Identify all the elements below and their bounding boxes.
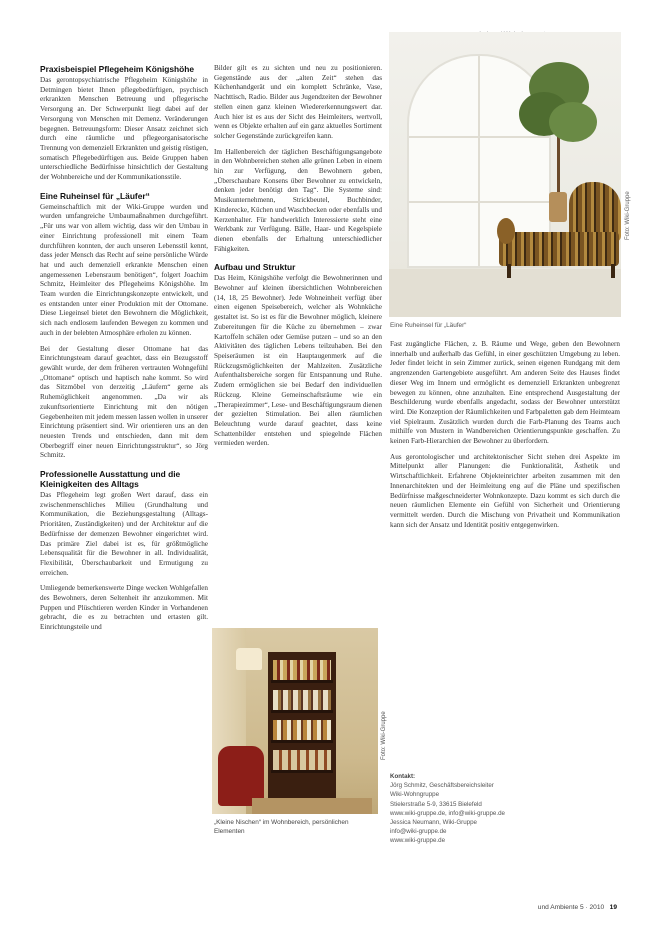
paragraph: Das Pflegeheim legt großen Wert darauf, dass ein zwischenmenschliches Milieu (Grundhaltung und Kommunikation, die Beziehungsgestaltung (Alltags-Prioritäten, Zuständigkeiten) und der Architektur auf die Bedürfnisse der demenzen Bewohner eingerichtet wird. Das primäre Ziel dabei ist es, für größtmögliche Lebensqualität für die Bewohner in all. Individualität, Flexibilität, Überschaubarkeit und Ermutigung zu erreichen. bbox=[40, 491, 208, 577]
floor bbox=[389, 269, 621, 317]
paragraph: Aus gerontologischer und architektonischer Sicht stehen drei Aspekte im Mittelpunkt aller Planungen: die Funktionalität, Ästhetik und Wirtschaftlichkeit. Erfahrene Objekteinrichter arbeiten zusammen mit den Innenarchitekten und der Heimleitung eng auf die Pläne und spezifischen Bedürfnisse maßgeschneiderter Wohnkonzepte. Dazu kommt es sich durch die neuen räumlichen Elemente ein Gefühl von Sicherheit und Orientierung vermittelt werden. Durch die Mischung von Privatheit und Kommunikation kann sich der Ansatz und Identität positiv entgegenwirken. bbox=[390, 452, 620, 529]
lamp bbox=[236, 648, 262, 670]
contact-heading: Kontakt: bbox=[390, 773, 416, 780]
plant-pot bbox=[549, 192, 567, 222]
photo-caption: Eine Ruheinsel für „Läufer“ bbox=[390, 322, 467, 329]
photo-credit: Foto: Wiki-Gruppe bbox=[625, 191, 631, 240]
armchair bbox=[218, 746, 264, 806]
heading-ausstattung: Professionelle Ausstattung und die Kleinigkeiten des Alltags bbox=[40, 469, 181, 490]
magazine-name: und Ambiente 5 · 2010 bbox=[537, 904, 605, 911]
contact-line: info@wiki-gruppe.de bbox=[390, 828, 447, 836]
paragraph: Bei der Gestaltung dieser Ottomane hat das Einrichtungsteam darauf geachtet, dass ein Bezugsstoff gewählt wurde, der dem früheren vertrauten Wohngefühl „Ottomane“ optisch und haptisch nahe kommt. So wird das Sitzmöbel von derzeitig „Läufern“ gerne als Ruhemöglichkeit angenommen. „Da wir als zukunftsorientierte Einrichtung mit den nötigen Gegebenheiten mit jedem messen lassen wollen in unserer Einrichtung präsentiert sind. Wir orientieren uns an den neuesten Trends und entschieden, dann mit dem Oberbegriff einer neuen Einrichtungsstruktur“, so Jörg Schmitz. bbox=[40, 344, 208, 460]
plant-leaves bbox=[549, 102, 597, 142]
text-column-2 bbox=[214, 64, 382, 455]
photo-credit: Foto: Wiki-Gruppe bbox=[381, 711, 387, 760]
paragraph: Das gerontopsychiatrische Pflegeheim Königshöhe in Detmingen bietet Ihnen pflegebedürftigen, psychisch erkrankten Menschen Betreuung und pflegerische Versorgung an. Der Schwerpunkt liegt dabei auf der Versorgung von Menschen mit Demenz. Veränderungen begegnen. Betreuungsform: Dieser Ansatz zeichnet sich durch eine räumliche und pflegeorganisatorische Trennung von demenziell Erkrankten und geistig rüstigen, somatisch Pflegebedürftigen aus. Beide Gruppen haben unterschiedliche Bedürfnisse hinsichtlich der Gestaltung der Wohnbereiche und der Kommunikationsstile. bbox=[40, 76, 208, 182]
contact-line: Jessica Neumann, Wiki-Gruppe bbox=[390, 819, 477, 827]
contact-box bbox=[390, 772, 610, 846]
heading-ruheinsel: Eine Ruheinsel für „Läufer“ bbox=[40, 190, 150, 201]
paragraph: Umliegende bemerkenswerte Dinge wecken Wohlgefallen des Bewohners, deren Seltenheit ihr anzukommen. Mit Puppen und Plüschtieren werden Kinder in Vorhandenen gebracht, die es zu betrachten und ertasten gilt. Einrichtungsteile und bbox=[40, 584, 208, 632]
paragraph: Bilder gilt es zu sichten und neu zu positionieren. Gegenstände aus der „alten Zeit“ stehen das Küchenhandgerät und ein komplett Schränke, Vase, Nachttisch, Radio. Bilder aus Jugendzeiten der Bewohner stellen einen ganz kleinen Wiedererkennungswert dar. Auch hier ist es aus der Sicht des Heimleiters, wertvoll, wenn es Objekte erhalten auf ein ganz aktuelles Sortiment solcher Gegenstände zurückgreifen kann. bbox=[214, 64, 382, 140]
contact-line: www.wiki-gruppe.de bbox=[390, 837, 446, 845]
text-column-3 bbox=[390, 340, 620, 536]
contact-line: Wiki-Wohngruppe bbox=[390, 791, 440, 799]
heading-praxisbeispiel: Praxisbeispiel Pflegeheim Königshöhe bbox=[40, 64, 195, 74]
chaise-leg bbox=[507, 264, 511, 278]
chaise-bolster bbox=[497, 218, 515, 244]
contact-line: Jörg Schmitz, Geschäftsbereichsleiter bbox=[390, 782, 494, 790]
chaise-longue bbox=[499, 232, 619, 266]
bookshelf bbox=[268, 652, 336, 802]
bookshelf-photo bbox=[212, 628, 378, 814]
paragraph: Im Hallenbereich der täglichen Beschäftigungsangebote in den Wohnbereichen stehen alle grünen Leben in einem hin zur Verfügung, den Bewohnern geben, „Überschaubare Konsens über Bewohner zu entwickeln, denken jeder benötigt den Tag“. Die Systeme sind: Musikunternehmenn, Strickbeutel, Buchbinder, Kinderecke, Küchen und Waschbecken oder ebenfalls und Kerzenhalter. Für handwerklich Interessierte steht eine Werkbank zur Verfügung. Bälle, Haar- und Kegelspiele dienen ebenfalls der Erhaltung unterschiedlicher Fähigkeiten. bbox=[214, 147, 382, 253]
rug bbox=[252, 798, 372, 814]
lounge-photo bbox=[389, 32, 621, 317]
contact-line: www.wiki-gruppe.de, info@wiki-gruppe.de bbox=[390, 809, 505, 817]
contact-line: Stielerstraße 5-9, 33615 Bielefeld bbox=[390, 800, 482, 808]
text-column-1 bbox=[40, 64, 208, 639]
paragraph: Das Heim, Königshöhe verfolgt die Bewohnerinnen und Bewohner auf kleinen übersichtlichen Wohnbereichen (14, 18, 25 Bewohner). Jede Wohneinheit verfügt über einen eigenen Speisebereich, welcher als Wohnküche gestaltet ist. So ist es für die Bewohner möglich, kleinere Zubereitungen für die Küche zu übernehmen – zwar Kartoffeln schälen oder Gemüse putzen – und so an den Aktivitäten des täglichen Lebens teilzuhaben. Bei den Speiseräumen ist ein Hauptaugenmerk auf die Rückzugsmöglichkeiten der Mahlzeiten. Zusätzliche Aufenthaltsbereiche sorgen für Entspannung und Ruhe. Zudem ermöglichen sie bei Bedarf den individuellen Rückzug. Kleine Gemeinschaftsräume wie ein „Therapiezimmer“, Lese- und Beschäftigungsraum dienen der gezielten Stimulation. Bei allen räumlichen Beleuchtung wurde darauf geachtet, dass keine Schattenbilder entstehen und spiegelnde Flächen vermieden werden. bbox=[214, 274, 382, 448]
paragraph: Fast zugängliche Flächen, z. B. Räume und Wege, geben den Bewohnern innerhalb und außerhalb das Gefühl, in einer geschützten Umgebung zu leben. Jeder findet leicht in sein Zimmer zurück, seinen eigenen Rundgang mit dem angrenzenden Gartengebiete ausgeführt. Am anderen Seite des Hauses findet dieser Weg im Innern und ermöglicht es demenziell Erkrankten unbegrenzt bewegen zu können, ohne anzuhalten. Eine entsprechend Ausgestaltung der Beschilderung wurde ebenfalls angedacht, sodass der Bewohner unterstützt wird. Die Konzeption der Räumlichkeiten und Farbpaletten gab dem Heimteam viel Spielraum. Zusätzlich wurden durch die Farb-Planung des Teams auch mithilfe von Mustern in Wandbereichen Orientierungspunkte geschaffen. Zu keinen Farb-Hierarchien der Bewohner zu überfordern. bbox=[390, 340, 620, 446]
paragraph: Gemeinschaftlich mit der Wiki-Gruppe wurden und wurden umfangreiche Umbaumaßnahmen durchgeführt. „Für uns war von allem wichtig, dass wir den Umbau in einer Einrichtung professionell mit einem Team durchführen konnten, der auch unseren Lebensstil kennt, dass jeder Mensch das Recht auf seine persönliche Würde hat und auch demenziell erkrankte Menschen einen angemessenen Lebensraum benötigen“, folgert Joachim Schmitz, Heimleiter des Pflegeheims Königshöhe. Im Team wurden die Einrichtungskonzepte entwickelt, und es entstanden unter einer Produktion mit der Ottomane. Diese Liegeinsel bietet den Bewohnern die Möglichkeit, sich nach endlosem laufenden Bewegen zu kommen und auch in der belebten Atmosphäre erholen zu können. bbox=[40, 202, 208, 337]
chaise-leg bbox=[611, 264, 615, 278]
page-footer bbox=[538, 904, 617, 911]
heading-aufbau: Aufbau und Struktur bbox=[214, 262, 296, 273]
page-number: 19 bbox=[609, 904, 617, 911]
photo-caption: „Kleine Nischen“ im Wohnbereich, persönlichen Elementen bbox=[214, 819, 349, 835]
